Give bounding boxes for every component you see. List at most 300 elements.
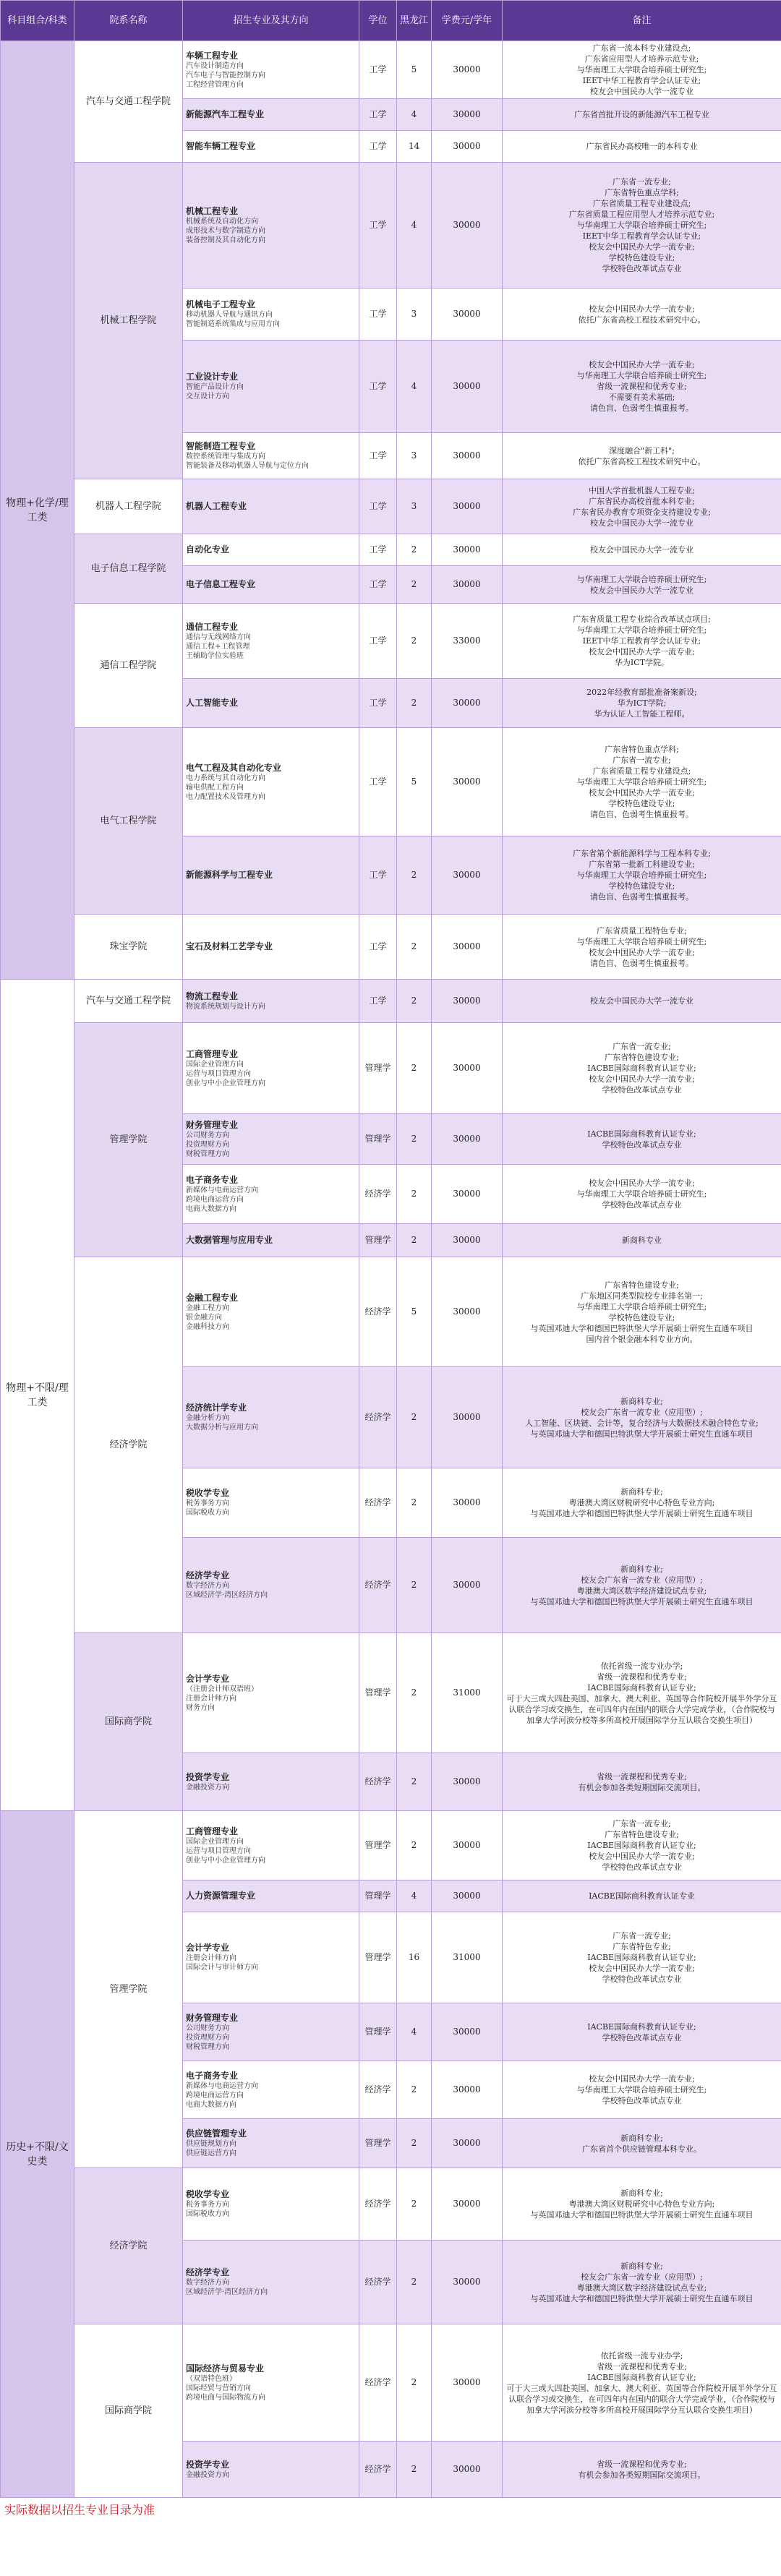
degree-cell: 经济学	[359, 1257, 397, 1367]
note-line: 广东省民办高校唯一的本科专业	[586, 142, 698, 151]
dept-cell: 管理学院	[74, 1811, 183, 2168]
dept-cell: 管理学院	[74, 1023, 183, 1257]
major-direction: 国际税收方向	[186, 1509, 229, 1517]
major-direction: 机械系统及自动化方向	[186, 217, 258, 226]
fee-cell: 30000	[432, 2119, 503, 2168]
major-direction: 注册会计师方向	[186, 1954, 236, 1962]
dept-cell: 汽车与交通工程学院	[74, 41, 183, 163]
table-row	[1, 728, 781, 836]
note-line: 学校特色建设专业;	[608, 799, 675, 808]
fee-cell: 30000	[432, 1367, 503, 1468]
major-direction: 金融科技方向	[186, 1322, 229, 1331]
major-direction: 国际企业管理方向	[186, 1837, 244, 1846]
note-line: 校友会中国民办大学一流专业	[590, 545, 693, 555]
notes-cell	[503, 915, 781, 980]
major-direction: 投资理财方向	[186, 2033, 229, 2042]
major-cell	[183, 1468, 359, 1538]
notes-cell	[503, 566, 781, 604]
note-line: 省级一流课程和优秀专业;	[597, 1771, 687, 1781]
note-line: 新商科专业;	[620, 1487, 663, 1497]
dept-cell: 经济学院	[74, 1257, 183, 1633]
note-line: 人工智能、区块链、会计等，复合经济与大数据技术融合特色专业;	[525, 1418, 759, 1428]
major-cell	[183, 980, 359, 1023]
major-direction: 金融投资方向	[186, 2470, 229, 2479]
note-line: 校友会中国民办大学一流专业;	[589, 1964, 695, 1973]
note-line: 学校特色改革试点专业	[602, 1139, 682, 1150]
major-direction: 大数据分析与应用方向	[186, 1424, 258, 1432]
quota-cell: 2	[397, 915, 432, 980]
degree-cell: 工学	[359, 479, 397, 534]
note-line: 不需要有美术基础;	[608, 393, 675, 402]
major-cell	[183, 1811, 359, 1880]
note-line: 广东省第一批新工科建设专业;	[589, 860, 695, 869]
major-name: 税收学专业	[186, 1488, 230, 1498]
quota-cell: 2	[397, 980, 432, 1023]
major-direction: 金融投资方向	[186, 1783, 229, 1792]
fee-cell: 30000	[432, 1538, 503, 1633]
note-line: 华为认证人工智能工程师。	[594, 709, 690, 719]
degree-cell: 管理学	[359, 1912, 397, 2003]
major-direction: 创业与中小企业管理方向	[186, 1856, 265, 1865]
note-line: 校友会中国民办大学一流专业	[590, 585, 693, 595]
table-body	[1, 41, 781, 2498]
degree-cell: 经济学	[359, 1468, 397, 1538]
major-direction: 国际会计与审计师方向	[186, 1964, 258, 1972]
quota-cell: 2	[397, 1538, 432, 1633]
notes-cell	[503, 288, 781, 341]
header-notes: 备注	[503, 1, 781, 41]
major-cell	[183, 915, 359, 980]
major-direction: 财税管理方向	[186, 1150, 229, 1158]
table-row	[1, 980, 781, 1023]
notes-cell	[503, 1880, 781, 1912]
note-line: 与华南理工大学联合培养硕士研究生;	[576, 2085, 707, 2094]
note-line: 校友会广东省一流专业（应用型）;	[581, 1407, 703, 1417]
note-line: 广东省特色建设专业;	[605, 1053, 679, 1062]
degree-cell: 经济学	[359, 2241, 397, 2324]
notes-cell	[503, 980, 781, 1023]
note-line: 与华南理工大学联合培养硕士研究生;	[576, 625, 707, 635]
dept-cell: 经济学院	[74, 2168, 183, 2324]
note-line: 与华南理工大学联合培养硕士研究生;	[576, 936, 707, 946]
degree-cell: 工学	[359, 915, 397, 980]
degree-cell: 工学	[359, 131, 397, 163]
degree-cell: 工学	[359, 163, 397, 288]
major-name: 工业设计专业	[186, 372, 239, 382]
quota-cell: 4	[397, 1880, 432, 1912]
category-cell: 物理+化学/理工类	[1, 41, 74, 980]
note-line: 与华南理工大学联合培养硕士研究生;	[576, 777, 707, 787]
note-line: 与华南理工大学联合培养硕士研究生;	[576, 574, 707, 584]
quota-cell: 2	[397, 2324, 432, 2442]
note-line: 请色盲、色弱考生慎重报考。	[590, 810, 693, 819]
table-row	[1, 2324, 781, 2442]
major-name: 新能源科学与工程专业	[186, 870, 273, 880]
quota-cell: 2	[397, 1468, 432, 1538]
note-line: 请色盲、色弱考生慎重报考。	[590, 892, 693, 902]
major-name: 供应链管理专业	[186, 2128, 247, 2139]
major-name: 电子信息工程专业	[186, 579, 256, 589]
degree-cell: 管理学	[359, 1114, 397, 1165]
major-direction: 智能装备及移动机器人导航与定位方向	[186, 462, 309, 470]
quota-cell: 2	[397, 1114, 432, 1165]
note-line: 校友会中国民办大学一流专业;	[589, 242, 695, 252]
note-line: 可于大三或大四赴美国、加拿大、澳大利亚、英国等合作院校开展半外学分互认联合学习或交换生，在可四年内在国内的联合大学完成学业，（合作院校与加拿大学河滨分校等多所高校开展国际学分互认联合交换生项目）	[506, 2383, 777, 2415]
major-direction: 汽车设计制造方向	[186, 61, 244, 70]
major-cell	[183, 99, 359, 131]
note-line: 广东省质量工程应用型人才培养示范专业;	[568, 210, 715, 219]
major-direction: 王辅助学位实验班	[186, 651, 244, 660]
major-cell	[183, 2168, 359, 2241]
major-direction: 区域经济学·湾区经济方向	[186, 2288, 268, 2296]
note-line: 广东省民办教育专项资金支持建设专业;	[573, 507, 711, 517]
major-name: 自动化专业	[186, 544, 230, 555]
note-line: 粤港澳大湾区数字经济建设试点专业;	[576, 1586, 707, 1596]
notes-cell	[503, 1811, 781, 1880]
note-line: 中国大学首批机器人工程专业;	[589, 485, 695, 495]
note-line: 与英国邓迪大学和德国巴特洪堡大学开展硕士研究生直通车项目	[530, 1429, 754, 1439]
notes-cell	[503, 433, 781, 479]
major-name: 机械工程专业	[186, 205, 239, 216]
note-line: 粤港澳大湾区数字经济建设试点专业;	[576, 2282, 707, 2293]
major-direction: 数字经济方向	[186, 2279, 229, 2287]
note-line: 与华南理工大学联合培养硕士研究生;	[576, 221, 707, 230]
note-line: 校友会中国民办大学一流专业;	[589, 360, 695, 369]
major-name: 经济统计学专业	[186, 1403, 247, 1413]
dept-cell: 机器人工程学院	[74, 479, 183, 534]
table-row	[1, 41, 781, 99]
fee-cell: 30000	[432, 1165, 503, 1224]
dept-cell: 电子信息工程学院	[74, 534, 183, 604]
major-direction: 电商大数据方向	[186, 2100, 236, 2109]
note-line: 校友会中国民办大学一流专业	[590, 87, 693, 96]
table-row	[1, 163, 781, 288]
category-cell: 物理+不限/理工类	[1, 980, 74, 1811]
major-cell	[183, 836, 359, 915]
fee-cell: 30000	[432, 728, 503, 836]
major-cell	[183, 2324, 359, 2442]
major-name: 人工智能专业	[186, 698, 239, 708]
table-row	[1, 1257, 781, 1367]
note-line: 新商科专业;	[620, 2133, 663, 2143]
degree-cell: 工学	[359, 288, 397, 341]
note-line: 依托广东省高校工程技术研究中心。	[578, 314, 706, 325]
note-line: 依托省级一流专业办学;	[600, 1661, 683, 1671]
note-line: 与英国邓迪大学和德国巴特洪堡大学开展硕士研究生直通车项目	[530, 2293, 754, 2303]
quota-cell: 5	[397, 41, 432, 99]
note-line: 与华南理工大学联合培养硕士研究生;	[576, 870, 707, 880]
note-line: 新商科专业;	[620, 1396, 663, 1406]
degree-cell: 经济学	[359, 2324, 397, 2442]
fee-cell: 30000	[432, 41, 503, 99]
major-name: 电子商务专业	[186, 1174, 239, 1185]
note-line: 国内首个银金融本科专业方向。	[586, 1334, 698, 1344]
quota-cell: 4	[397, 99, 432, 131]
degree-cell: 管理学	[359, 2003, 397, 2061]
note-line: 广东省特色专业;	[613, 1942, 671, 1951]
fee-cell: 30000	[432, 1753, 503, 1811]
major-direction: 创业与中小企业管理方向	[186, 1079, 265, 1087]
degree-cell: 工学	[359, 341, 397, 433]
major-direction: 国际税收方向	[186, 2210, 229, 2218]
note-line: 依托省级一流专业办学;	[600, 2350, 683, 2361]
major-direction: 成形技术与数字制造方向	[186, 226, 265, 235]
major-direction: 金融分析方向	[186, 1414, 229, 1422]
notes-cell	[503, 1912, 781, 2003]
quota-cell: 4	[397, 2003, 432, 2061]
note-line: 校友会中国民办大学一流专业;	[589, 1852, 695, 1861]
quota-cell: 2	[397, 1633, 432, 1753]
dept-cell: 汽车与交通工程学院	[74, 980, 183, 1023]
major-direction: 投资理财方向	[186, 1140, 229, 1149]
fee-cell: 30000	[432, 679, 503, 728]
note-line: 2022年经教育部批准备案新设;	[586, 688, 697, 697]
major-direction: 交互设计方向	[186, 393, 229, 401]
major-name: 智能车辆工程专业	[186, 141, 256, 151]
fee-cell: 33000	[432, 604, 503, 679]
degree-cell: 工学	[359, 433, 397, 479]
fee-cell: 30000	[432, 2003, 503, 2061]
quota-cell: 2	[397, 1165, 432, 1224]
major-name: 工商管理专业	[186, 1048, 239, 1059]
major-direction: 智能制造系统集成与应用方向	[186, 320, 280, 328]
note-line: 校友会中国民办大学一流专业;	[589, 1074, 695, 1084]
note-line: IACBE国际商科教育认证专业;	[587, 1953, 696, 1962]
note-line: 省级一流课程和优秀专业;	[597, 1672, 687, 1682]
note-line: 校友会广东省一流专业（应用型）;	[581, 2272, 703, 2282]
quota-cell: 2	[397, 2168, 432, 2241]
degree-cell: 经济学	[359, 2061, 397, 2119]
major-name: 机器人工程专业	[186, 501, 247, 511]
note-line: 广东省一流专业;	[613, 1042, 671, 1051]
fee-cell: 30000	[432, 1811, 503, 1880]
notes-cell	[503, 1114, 781, 1165]
notes-cell	[503, 41, 781, 99]
quota-cell: 2	[397, 604, 432, 679]
note-line: 广东省一流专业;	[613, 1931, 671, 1940]
notes-cell	[503, 1023, 781, 1114]
major-cell	[183, 2061, 359, 2119]
note-line: 广东省一流专业;	[613, 756, 671, 765]
fee-cell: 30000	[432, 99, 503, 131]
quota-cell: 3	[397, 433, 432, 479]
dept-cell: 机械工程学院	[74, 163, 183, 479]
major-name: 经济学专业	[186, 2267, 230, 2277]
note-line: 学校特色改革试点专业	[602, 2032, 682, 2042]
major-name: 财务管理专业	[186, 2012, 239, 2023]
major-direction: 通信与无线网络方向	[186, 633, 251, 641]
note-line: 新商科专业;	[620, 2188, 663, 2198]
major-name: 电气工程及其自动化专业	[186, 762, 282, 773]
table-row	[1, 915, 781, 980]
major-direction: 税务事务方向	[186, 2201, 229, 2209]
fee-cell: 30000	[432, 1224, 503, 1257]
note-line: 校友会中国民办大学一流专业	[590, 996, 693, 1006]
notes-cell	[503, 2442, 781, 2498]
major-cell	[183, 728, 359, 836]
quota-cell: 2	[397, 2241, 432, 2324]
major-name: 财务管理专业	[186, 1119, 239, 1130]
degree-cell: 经济学	[359, 2168, 397, 2241]
note-line: 广东省质量工程特色专业;	[597, 925, 687, 936]
fee-cell: 30000	[432, 534, 503, 566]
major-cell	[183, 1224, 359, 1257]
note-line: 省级一流课程和优秀专业;	[597, 382, 687, 391]
header-row	[1, 1, 781, 41]
note-line: 广东省首批开设的新能源汽车工程专业	[574, 110, 709, 119]
note-line: 请色盲、色弱考生慎重报考。	[590, 403, 693, 413]
degree-cell: 工学	[359, 99, 397, 131]
note-line: 学校特色改革试点专业	[602, 2096, 682, 2105]
major-name: 机械电子工程专业	[186, 299, 256, 309]
footer-note: 实际数据以招生专业目录为准	[4, 2503, 155, 2517]
major-direction: 工程经营管理方向	[186, 80, 244, 89]
note-line: 省级一流课程和优秀专业;	[597, 2361, 687, 2371]
table-row	[1, 479, 781, 534]
major-direction: 物流系统规划与设计方向	[186, 1002, 265, 1011]
category-cell: 历史+不限/文史类	[1, 1811, 74, 2498]
note-line: 可于大三或大四赴美国、加拿大、澳大利亚、英国等合作院校开展半外学分互认联合学习或交换生，在可四年内在国内的联合大学完成学业，（合作院校与加拿大学河滨分校等多所高校开展国际学分互认联合交换生项目）	[506, 1693, 777, 1725]
note-line: 有机会参加各类短期国际交流项目。	[578, 2470, 706, 2480]
quota-cell: 2	[397, 679, 432, 728]
notes-cell	[503, 2168, 781, 2241]
notes-cell	[503, 1633, 781, 1753]
note-line: 校友会中国民办大学一流专业;	[589, 647, 695, 656]
major-cell	[183, 2241, 359, 2324]
dept-cell: 通信工程学院	[74, 604, 183, 728]
note-line: 校友会中国民办大学一流专业;	[589, 1178, 695, 1188]
note-line: 校友会中国民办大学一流专业	[590, 518, 693, 528]
note-line: 广东省质量工程专业综合改革试点项目;	[573, 615, 711, 624]
major-name: 投资学专业	[186, 2459, 230, 2470]
fee-cell: 30000	[432, 915, 503, 980]
major-name: 经济学专业	[186, 1570, 230, 1580]
quota-cell: 2	[397, 1224, 432, 1257]
major-name: 会计学专业	[186, 1673, 230, 1684]
note-line: 新商科专业;	[620, 1564, 663, 1574]
table-row	[1, 1023, 781, 1114]
major-name: 通信工程专业	[186, 621, 239, 632]
quota-cell: 16	[397, 1912, 432, 2003]
note-line: IACBE国际商科教育认证专业	[589, 1891, 695, 1901]
dept-cell: 电气工程学院	[74, 728, 183, 915]
major-direction: 新媒体与电商运营方向	[186, 1186, 258, 1194]
degree-cell: 工学	[359, 836, 397, 915]
note-line: 广东省特色重点学科;	[605, 745, 679, 754]
degree-cell: 工学	[359, 41, 397, 99]
note-line: 广东省应用型人才培养示范专业;	[584, 54, 699, 64]
fee-cell: 31000	[432, 1633, 503, 1753]
note-line: 广东省一流专业;	[613, 177, 671, 187]
notes-cell	[503, 728, 781, 836]
fee-cell: 30000	[432, 131, 503, 163]
major-cell	[183, 433, 359, 479]
degree-cell: 管理学	[359, 1633, 397, 1753]
degree-cell: 经济学	[359, 1367, 397, 1468]
header-dept: 院系名称	[74, 1, 183, 41]
major-direction: 财务方向	[186, 1703, 215, 1712]
fee-cell: 30000	[432, 1023, 503, 1114]
notes-cell	[503, 131, 781, 163]
note-line: 学校特色改革试点专业	[602, 1200, 682, 1210]
dept-cell: 国际商学院	[74, 2324, 183, 2498]
note-line: 省级一流课程和优秀专业;	[597, 2459, 687, 2469]
major-direction: 电力配置技术及管理方向	[186, 792, 265, 801]
note-line: 与英国邓迪大学和德国巴特洪堡大学开展硕士研究生直通车项目	[530, 1323, 754, 1333]
major-direction: 金融工程方向	[186, 1304, 229, 1312]
note-line: 新商科专业;	[620, 2261, 663, 2271]
degree-cell: 工学	[359, 980, 397, 1023]
major-direction: 区域经济学·湾区经济方向	[186, 1591, 268, 1599]
major-direction: 供应链规划方向	[186, 2140, 236, 2148]
header-major: 招生专业及其方向	[183, 1, 359, 41]
note-line: 华为ICT学院;	[617, 698, 667, 708]
quota-cell: 4	[397, 163, 432, 288]
quota-cell: 2	[397, 1367, 432, 1468]
degree-cell: 经济学	[359, 1538, 397, 1633]
note-line: 新商科专业	[622, 1236, 662, 1245]
major-direction: 电力系统与其自动化方向	[186, 774, 265, 782]
major-cell	[183, 1633, 359, 1753]
note-line: 广东省质量工程专业建设点;	[592, 766, 691, 776]
major-direction: 新媒体与电商运营方向	[186, 2081, 258, 2090]
quota-cell: 2	[397, 566, 432, 604]
fee-cell: 30000	[432, 980, 503, 1023]
notes-cell	[503, 2119, 781, 2168]
quota-cell: 2	[397, 1753, 432, 1811]
note-line: IACBE国际商科教育认证专业;	[587, 2021, 696, 2032]
major-direction: 供应链运营方向	[186, 2149, 236, 2157]
quota-cell: 4	[397, 341, 432, 433]
note-line: 粤港澳大湾区财税研究中心特色专业方向;	[568, 1498, 715, 1507]
degree-cell: 管理学	[359, 1023, 397, 1114]
notes-cell	[503, 2241, 781, 2324]
fee-cell: 30000	[432, 2168, 503, 2241]
notes-cell	[503, 1753, 781, 1811]
major-cell	[183, 604, 359, 679]
major-cell	[183, 534, 359, 566]
quota-cell: 2	[397, 836, 432, 915]
notes-cell	[503, 1165, 781, 1224]
note-line: 学校特色改革试点专业	[602, 1862, 682, 1872]
quota-cell: 2	[397, 534, 432, 566]
note-line: 与华南理工大学联合培养硕士研究生;	[576, 1301, 707, 1311]
note-line: 广东省特色建设专业;	[605, 1830, 679, 1839]
major-direction: 国际企业管理方向	[186, 1060, 244, 1069]
degree-cell: 工学	[359, 679, 397, 728]
major-direction: 跨境电商运营方向	[186, 1195, 244, 1204]
note-line: 依托广东省高校工程技术研究中心。	[578, 456, 706, 466]
degree-cell: 工学	[359, 728, 397, 836]
major-name: 物流工程专业	[186, 990, 239, 1001]
note-line: 学校特色建设专业;	[608, 1312, 675, 1322]
notes-cell	[503, 479, 781, 534]
major-direction: 财税管理方向	[186, 2042, 229, 2051]
note-line: 学校特色建设专业;	[608, 881, 675, 891]
header-degree: 学位	[359, 1, 397, 41]
note-line: 请色盲、色弱考生慎重报考。	[590, 958, 693, 968]
notes-cell	[503, 163, 781, 288]
fee-cell: 30000	[432, 288, 503, 341]
table-row	[1, 1633, 781, 1753]
degree-cell: 工学	[359, 534, 397, 566]
note-line: IACBE国际商科教育认证专业;	[587, 2372, 696, 2382]
major-direction: 跨境电商运营方向	[186, 2091, 244, 2100]
major-name: 大数据管理与应用专业	[186, 1235, 273, 1245]
major-cell	[183, 131, 359, 163]
major-name: 宝石及材料工艺学专业	[186, 941, 273, 951]
quota-cell: 5	[397, 728, 432, 836]
